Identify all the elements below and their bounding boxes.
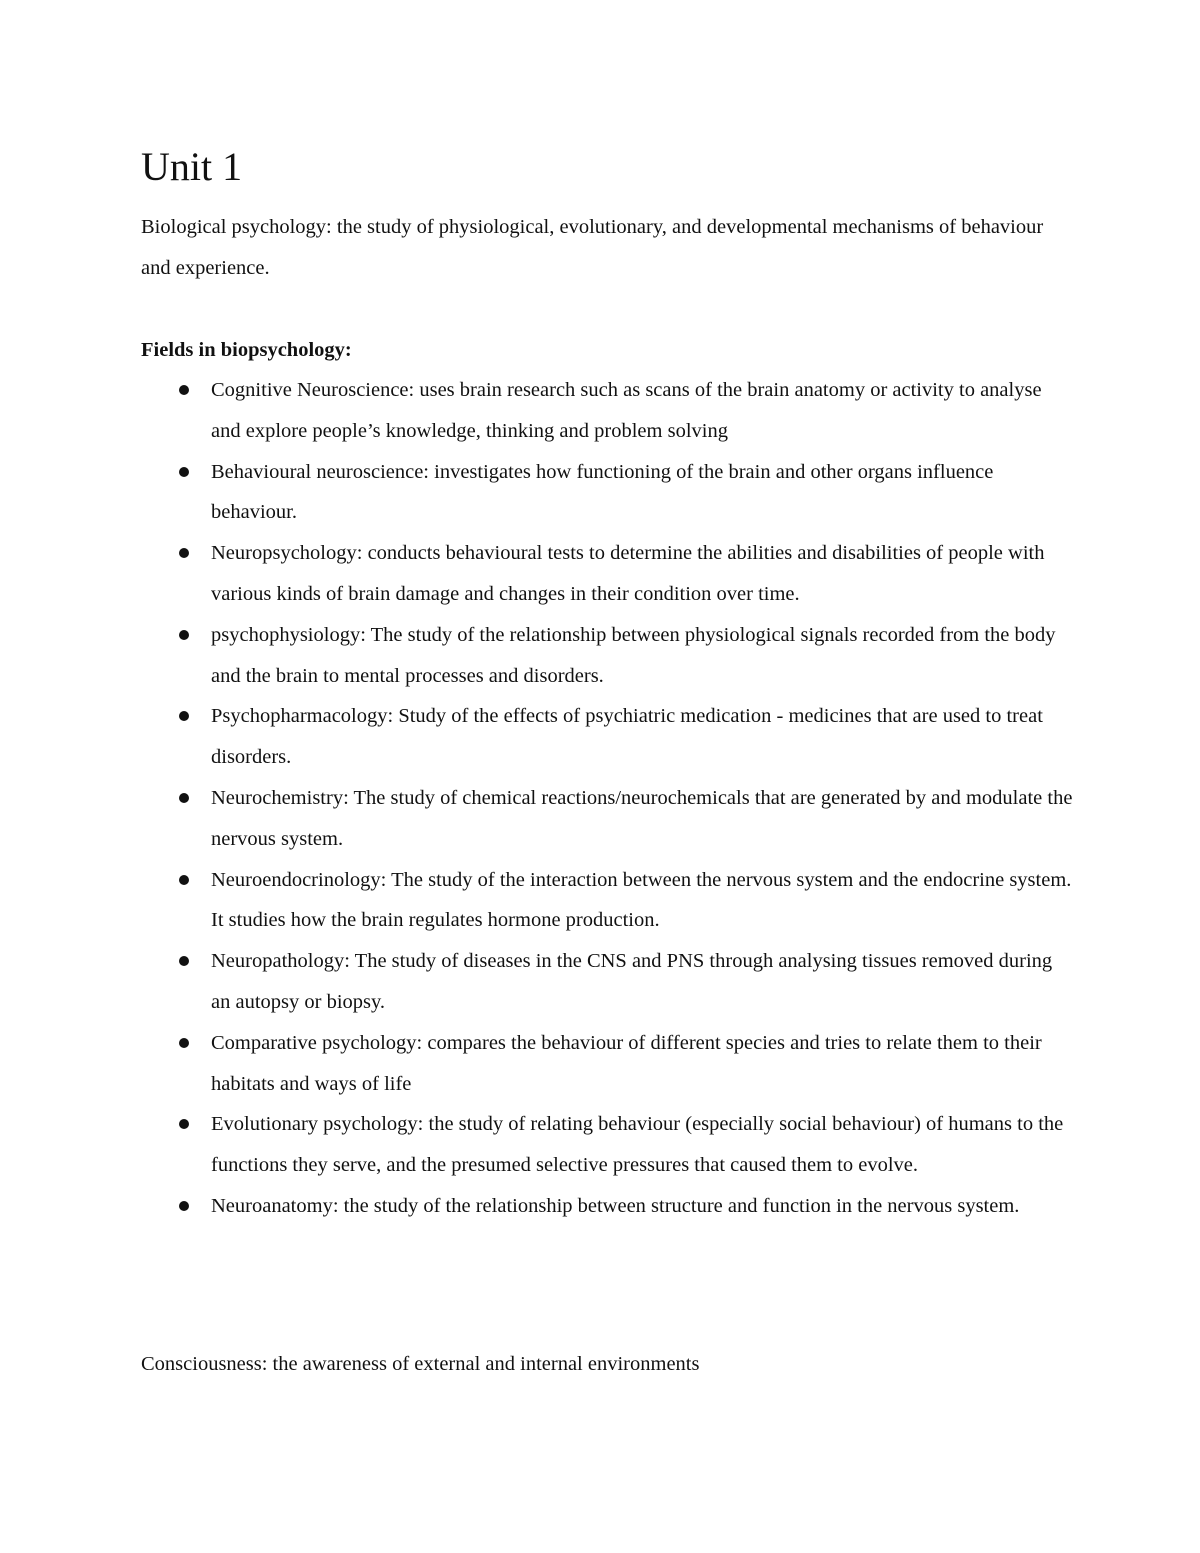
list-item <box>141 370 1076 452</box>
fields-heading: Fields in biopsychology: <box>141 339 352 361</box>
bullet-icon <box>179 793 189 803</box>
list-item-text: Neuroendocrinology: The study of the interaction between the nervous system and the endocrine system. It studies how the brain regulates hormone production. <box>211 868 1072 932</box>
list-item-text: Neuropsychology: conducts behavioural tests to determine the abilities and disabilities of people with various kinds of brain damage and changes in their condition over time. <box>211 542 1045 605</box>
list-item-text: Evolutionary psychology: the study of relating behaviour (especially social behaviour) of humans to the functions they serve, and the presumed selective pressures that caused them to evolve. <box>211 1113 1064 1177</box>
list-item-text: Behavioural neuroscience: investigates how functioning of the brain and other organs influence behaviour. <box>211 460 994 524</box>
list-item-text: Cognitive Neuroscience: uses brain research such as scans of the brain anatomy or activity to analyse and explore people’s knowledge, thinking and problem solving <box>211 379 1042 442</box>
bullet-icon <box>179 548 189 558</box>
list-item-text: Comparative psychology: compares the behaviour of different species and tries to relate them to their habitats and ways of life <box>211 1031 1042 1095</box>
bullet-icon <box>179 875 189 885</box>
list-item <box>141 1186 1076 1227</box>
list-item-text: psychophysiology: The study of the relationship between physiological signals recorded from the body and the brain to mental processes and disorders. <box>211 623 1056 687</box>
list-item-text: Neuroanatomy: the study of the relationship between structure and function in the nervous system. <box>211 1194 1020 1217</box>
list-item <box>141 533 1076 615</box>
bullet-icon <box>179 1038 189 1048</box>
biological-psychology-definition: Biological psychology: the study of physiological, evolutionary, and developmental mechanisms of behaviour and experience. <box>141 216 1044 279</box>
bullet-icon <box>179 467 189 477</box>
consciousness-definition: Consciousness: the awareness of external and internal environments <box>141 1353 700 1375</box>
list-item-text: Neuropathology: The study of diseases in the CNS and PNS through analysing tissues removed during an autopsy or biopsy. <box>211 950 1053 1013</box>
bullet-icon <box>179 1201 189 1211</box>
list-item <box>141 860 1076 942</box>
bullet-icon <box>179 630 189 640</box>
list-item <box>141 452 1076 534</box>
bullet-icon <box>179 956 189 966</box>
list-item <box>141 941 1076 1023</box>
list-item <box>141 1023 1076 1105</box>
page-title: Unit 1 <box>141 144 243 189</box>
list-item-text: Neurochemistry: The study of chemical reactions/neurochemicals that are generated by and modulate the nervous system. <box>211 786 1073 850</box>
list-item-text: Psychopharmacology: Study of the effects of psychiatric medication - medicines that are used to treat disorders. <box>211 705 1043 769</box>
list-item <box>141 696 1076 778</box>
fields-list <box>141 370 1076 1227</box>
list-item <box>141 1104 1076 1186</box>
bullet-icon <box>179 711 189 721</box>
list-item <box>141 778 1076 860</box>
bullet-icon <box>179 1119 189 1129</box>
list-item <box>141 615 1076 697</box>
bullet-icon <box>179 385 189 395</box>
